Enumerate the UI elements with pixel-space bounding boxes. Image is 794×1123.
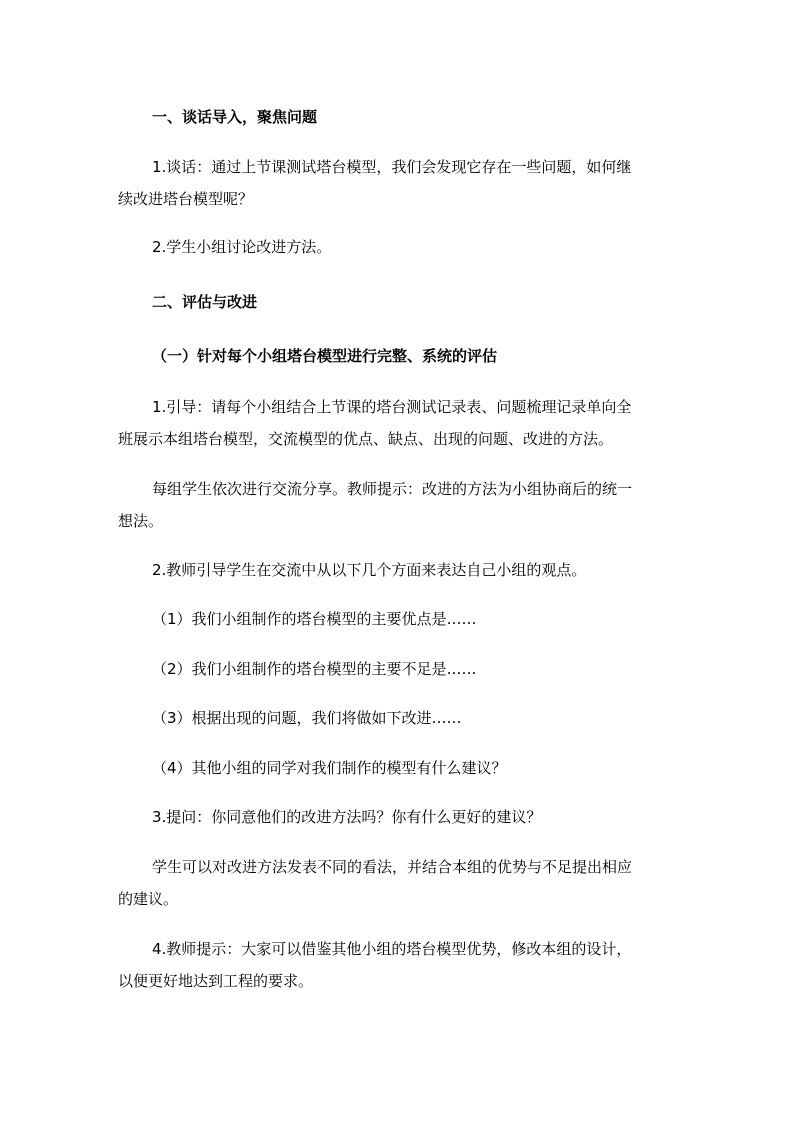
paragraph-teacher-guide: 2.教师引导学生在交流中从以下几个方面来表达自己小组的观点。 <box>152 561 587 579</box>
list-item-suggestions: （4）其他小组的同学对我们制作的模型有什么建议？ <box>152 759 507 777</box>
paragraph-share-line2: 想法。 <box>118 512 164 530</box>
paragraph-talk-line1: 1.谈话：通过上节课测试塔台模型，我们会发现它存在一些问题，如何继 <box>152 158 632 176</box>
paragraph-group-discussion: 2.学生小组讨论改进方法。 <box>152 238 332 256</box>
paragraph-talk-line2: 续改进塔台模型呢？ <box>118 190 254 208</box>
subsection-heading-evaluation: （一）针对每个小组塔台模型进行完整、系统的评估 <box>152 347 498 365</box>
list-item-improvements: （3）根据出现的问题，我们将做如下改进…… <box>152 709 462 727</box>
paragraph-teacher-tip-line2: 以便更好地达到工程的要求。 <box>118 972 314 990</box>
section-heading-evaluate: 二、评估与改进 <box>152 293 258 311</box>
paragraph-guide-line2: 班展示本组塔台模型，交流模型的优点、缺点、出现的问题、改进的方法。 <box>118 430 614 448</box>
paragraph-opinions-line2: 的建议。 <box>118 890 179 908</box>
paragraph-question: 3.提问：你同意他们的改进方法吗？你有什么更好的建议？ <box>152 808 542 826</box>
paragraph-opinions-line1: 学生可以对改进方法发表不同的看法，并结合本组的优势与不足提出相应 <box>152 858 633 876</box>
list-item-shortcomings: （2）我们小组制作的塔台模型的主要不足是…… <box>152 660 477 678</box>
paragraph-guide-line1: 1.引导：请每个小组结合上节课的塔台测试记录表、问题梳理记录单向全 <box>152 398 632 416</box>
section-heading-intro: 一、谈话导入，聚焦问题 <box>152 108 318 126</box>
paragraph-share-line1: 每组学生依次进行交流分享。教师提示：改进的方法为小组协商后的统一 <box>152 480 633 498</box>
paragraph-teacher-tip-line1: 4.教师提示：大家可以借鉴其他小组的塔台模型优势，修改本组的设计， <box>152 940 632 958</box>
list-item-advantages: （1）我们小组制作的塔台模型的主要优点是…… <box>152 610 477 628</box>
